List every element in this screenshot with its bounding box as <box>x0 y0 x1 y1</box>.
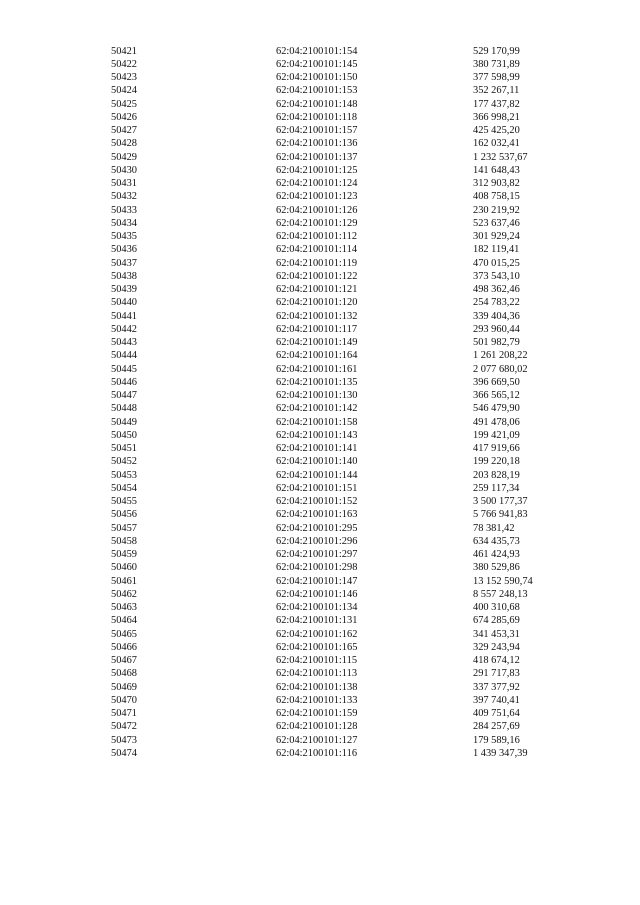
cadastral-number-cell: 62:04:2100101:157 <box>276 125 358 136</box>
table-row <box>0 641 640 654</box>
value-cell: 259 117,34 <box>473 482 520 494</box>
value-cell: 203 828,19 <box>473 469 520 481</box>
table-row <box>0 363 640 376</box>
table-row <box>0 548 640 561</box>
cadastral-number-cell: 62:04:2100101:143 <box>276 429 358 441</box>
value-cell: 284 257,69 <box>473 721 520 733</box>
row-number-cell: 50421 <box>111 45 137 57</box>
value-cell: 380 529,86 <box>473 562 520 574</box>
row-number-cell: 50472 <box>111 721 137 733</box>
cadastral-number-cell: 62:04:2100101:127 <box>276 734 358 746</box>
row-number-cell: 50432 <box>111 191 137 203</box>
value-cell: 78 381,42 <box>473 522 515 534</box>
value-cell: 3 500 177,37 <box>473 496 528 507</box>
row-number-cell: 50439 <box>111 284 137 295</box>
value-cell: 352 267,11 <box>473 85 520 97</box>
table-row <box>0 720 640 733</box>
value-cell: 498 362,46 <box>473 284 520 295</box>
cadastral-number-cell: 62:04:2100101:131 <box>276 615 358 627</box>
table-row <box>0 243 640 256</box>
table-row <box>0 734 640 747</box>
cadastral-number-cell: 62:04:2100101:118 <box>276 111 358 123</box>
cadastral-number-cell: 62:04:2100101:133 <box>276 694 358 706</box>
row-number-cell: 50424 <box>111 85 137 97</box>
cadastral-number-cell: 62:04:2100101:164 <box>276 350 358 362</box>
value-cell: 337 377,92 <box>473 681 520 693</box>
cadastral-number-cell: 62:04:2100101:146 <box>276 588 358 600</box>
cadastral-number-cell: 62:04:2100101:154 <box>276 45 358 57</box>
row-number-cell: 50443 <box>111 337 137 348</box>
value-cell: 8 557 248,13 <box>473 588 528 600</box>
table-row <box>0 270 640 283</box>
value-cell: 408 758,15 <box>473 191 520 203</box>
row-number-cell: 50430 <box>111 164 137 176</box>
table-row <box>0 429 640 442</box>
value-cell: 400 310,68 <box>473 602 520 613</box>
row-number-cell: 50426 <box>111 111 137 123</box>
cadastral-number-cell: 62:04:2100101:152 <box>276 496 358 507</box>
row-number-cell: 50442 <box>111 323 137 335</box>
row-number-cell: 50433 <box>111 204 137 216</box>
table-row <box>0 257 640 270</box>
cadastral-number-cell: 62:04:2100101:136 <box>276 138 358 150</box>
table-row <box>0 535 640 548</box>
table-row <box>0 124 640 137</box>
cadastral-number-cell: 62:04:2100101:147 <box>276 575 358 587</box>
cadastral-number-cell: 62:04:2100101:132 <box>276 310 358 322</box>
cadastral-number-cell: 62:04:2100101:123 <box>276 191 358 203</box>
table-row <box>0 98 640 111</box>
value-cell: 396 669,50 <box>473 376 520 388</box>
table-row <box>0 58 640 71</box>
row-number-cell: 50428 <box>111 138 137 150</box>
cadastral-number-cell: 62:04:2100101:114 <box>276 244 358 256</box>
value-cell: 501 982,79 <box>473 337 520 348</box>
table-row <box>0 336 640 349</box>
cadastral-number-cell: 62:04:2100101:113 <box>276 668 358 680</box>
value-cell: 293 960,44 <box>473 323 520 335</box>
cadastral-number-cell: 62:04:2100101:150 <box>276 72 358 83</box>
row-number-cell: 50458 <box>111 535 137 547</box>
row-number-cell: 50434 <box>111 217 137 229</box>
value-cell: 13 152 590,74 <box>473 575 533 587</box>
value-cell: 523 637,46 <box>473 217 520 229</box>
row-number-cell: 50435 <box>111 231 137 242</box>
table-row <box>0 455 640 468</box>
value-cell: 417 919,66 <box>473 443 520 454</box>
table-row <box>0 84 640 97</box>
row-number-cell: 50467 <box>111 655 137 666</box>
value-cell: 366 565,12 <box>473 390 520 401</box>
cadastral-number-cell: 62:04:2100101:140 <box>276 456 358 468</box>
row-number-cell: 50438 <box>111 270 137 282</box>
value-cell: 380 731,89 <box>473 58 520 70</box>
row-number-cell: 50454 <box>111 482 137 494</box>
row-number-cell: 50456 <box>111 509 137 521</box>
table-row <box>0 402 640 415</box>
cadastral-number-cell: 62:04:2100101:142 <box>276 403 358 415</box>
value-cell: 1 439 347,39 <box>473 747 528 759</box>
table-row <box>0 614 640 627</box>
value-cell: 179 589,16 <box>473 734 520 746</box>
value-cell: 291 717,83 <box>473 668 520 680</box>
value-cell: 461 424,93 <box>473 549 520 560</box>
value-cell: 230 219,92 <box>473 204 520 216</box>
row-number-cell: 50441 <box>111 310 137 322</box>
row-number-cell: 50425 <box>111 98 137 110</box>
cadastral-number-cell: 62:04:2100101:159 <box>276 708 358 719</box>
row-number-cell: 50431 <box>111 178 137 189</box>
table-row <box>0 164 640 177</box>
value-cell: 529 170,99 <box>473 45 520 57</box>
row-number-cell: 50471 <box>111 708 137 719</box>
row-number-cell: 50474 <box>111 747 137 759</box>
cadastral-number-cell: 62:04:2100101:112 <box>276 231 358 242</box>
value-cell: 339 404,36 <box>473 310 520 322</box>
row-number-cell: 50448 <box>111 403 137 415</box>
table-row <box>0 654 640 667</box>
table-row <box>0 575 640 588</box>
cadastral-number-cell: 62:04:2100101:297 <box>276 549 358 560</box>
cadastral-number-cell: 62:04:2100101:126 <box>276 204 358 216</box>
table-row <box>0 482 640 495</box>
value-cell: 1 232 537,67 <box>473 151 528 163</box>
table-row <box>0 694 640 707</box>
value-cell: 546 479,90 <box>473 403 520 415</box>
row-number-cell: 50447 <box>111 390 137 401</box>
cadastral-number-cell: 62:04:2100101:119 <box>276 257 358 269</box>
cadastral-number-cell: 62:04:2100101:135 <box>276 376 358 388</box>
cadastre-table <box>0 45 640 761</box>
table-row <box>0 495 640 508</box>
value-cell: 2 077 680,02 <box>473 363 528 375</box>
row-number-cell: 50464 <box>111 615 137 627</box>
cadastral-number-cell: 62:04:2100101:138 <box>276 681 358 693</box>
cadastral-number-cell: 62:04:2100101:149 <box>276 337 358 348</box>
table-row <box>0 151 640 164</box>
row-number-cell: 50450 <box>111 429 137 441</box>
value-cell: 199 220,18 <box>473 456 520 468</box>
table-row <box>0 561 640 574</box>
cadastral-number-cell: 62:04:2100101:116 <box>276 747 358 759</box>
cadastral-number-cell: 62:04:2100101:122 <box>276 270 358 282</box>
cadastral-number-cell: 62:04:2100101:117 <box>276 323 358 335</box>
value-cell: 366 998,21 <box>473 111 520 123</box>
row-number-cell: 50470 <box>111 694 137 706</box>
row-number-cell: 50466 <box>111 641 137 653</box>
row-number-cell: 50429 <box>111 151 137 163</box>
value-cell: 409 751,64 <box>473 708 520 719</box>
value-cell: 301 929,24 <box>473 231 520 242</box>
row-number-cell: 50444 <box>111 350 137 362</box>
row-number-cell: 50459 <box>111 549 137 560</box>
row-number-cell: 50457 <box>111 522 137 534</box>
cadastral-number-cell: 62:04:2100101:128 <box>276 721 358 733</box>
row-number-cell: 50452 <box>111 456 137 468</box>
cadastral-number-cell: 62:04:2100101:151 <box>276 482 358 494</box>
cadastral-number-cell: 62:04:2100101:134 <box>276 602 358 613</box>
cadastral-number-cell: 62:04:2100101:115 <box>276 655 358 666</box>
value-cell: 182 119,41 <box>473 244 520 256</box>
value-cell: 377 598,99 <box>473 72 520 83</box>
row-number-cell: 50427 <box>111 125 137 136</box>
cadastral-number-cell: 62:04:2100101:161 <box>276 363 358 375</box>
table-row <box>0 376 640 389</box>
cadastral-number-cell: 62:04:2100101:165 <box>276 641 358 653</box>
cadastral-number-cell: 62:04:2100101:148 <box>276 98 358 110</box>
value-cell: 254 783,22 <box>473 297 520 309</box>
cadastral-number-cell: 62:04:2100101:129 <box>276 217 358 229</box>
row-number-cell: 50465 <box>111 628 137 640</box>
table-row <box>0 747 640 760</box>
value-cell: 141 648,43 <box>473 164 520 176</box>
row-number-cell: 50445 <box>111 363 137 375</box>
table-row <box>0 177 640 190</box>
table-row <box>0 71 640 84</box>
cadastral-number-cell: 62:04:2100101:130 <box>276 390 358 401</box>
table-row <box>0 522 640 535</box>
row-number-cell: 50437 <box>111 257 137 269</box>
cadastral-number-cell: 62:04:2100101:137 <box>276 151 358 163</box>
row-number-cell: 50451 <box>111 443 137 454</box>
cadastral-number-cell: 62:04:2100101:124 <box>276 178 358 189</box>
row-number-cell: 50461 <box>111 575 137 587</box>
cadastral-number-cell: 62:04:2100101:162 <box>276 628 358 640</box>
table-row <box>0 230 640 243</box>
table-row <box>0 45 640 58</box>
cadastral-number-cell: 62:04:2100101:145 <box>276 58 358 70</box>
table-row <box>0 508 640 521</box>
value-cell: 177 437,82 <box>473 98 520 110</box>
cadastral-number-cell: 62:04:2100101:125 <box>276 164 358 176</box>
row-number-cell: 50460 <box>111 562 137 574</box>
row-number-cell: 50436 <box>111 244 137 256</box>
value-cell: 418 674,12 <box>473 655 520 666</box>
table-row <box>0 628 640 641</box>
table-row <box>0 442 640 455</box>
value-cell: 491 478,06 <box>473 416 520 428</box>
value-cell: 312 903,82 <box>473 178 520 189</box>
table-row <box>0 111 640 124</box>
cadastral-number-cell: 62:04:2100101:141 <box>276 443 358 454</box>
table-row <box>0 588 640 601</box>
table-row <box>0 389 640 402</box>
table-row <box>0 349 640 362</box>
table-row <box>0 190 640 203</box>
table-row <box>0 283 640 296</box>
value-cell: 341 453,31 <box>473 628 520 640</box>
table-row <box>0 707 640 720</box>
value-cell: 397 740,41 <box>473 694 520 706</box>
cadastral-number-cell: 62:04:2100101:295 <box>276 522 358 534</box>
row-number-cell: 50463 <box>111 602 137 613</box>
table-row <box>0 323 640 336</box>
row-number-cell: 50453 <box>111 469 137 481</box>
row-number-cell: 50449 <box>111 416 137 428</box>
value-cell: 329 243,94 <box>473 641 520 653</box>
value-cell: 674 285,69 <box>473 615 520 627</box>
value-cell: 5 766 941,83 <box>473 509 528 521</box>
cadastral-number-cell: 62:04:2100101:121 <box>276 284 358 295</box>
row-number-cell: 50440 <box>111 297 137 309</box>
row-number-cell: 50423 <box>111 72 137 83</box>
value-cell: 162 032,41 <box>473 138 520 150</box>
cadastral-number-cell: 62:04:2100101:296 <box>276 535 358 547</box>
cadastral-number-cell: 62:04:2100101:298 <box>276 562 358 574</box>
table-row <box>0 681 640 694</box>
row-number-cell: 50473 <box>111 734 137 746</box>
row-number-cell: 50455 <box>111 496 137 507</box>
table-row <box>0 137 640 150</box>
cadastral-number-cell: 62:04:2100101:153 <box>276 85 358 97</box>
value-cell: 470 015,25 <box>473 257 520 269</box>
cadastral-number-cell: 62:04:2100101:120 <box>276 297 358 309</box>
row-number-cell: 50468 <box>111 668 137 680</box>
table-row <box>0 296 640 309</box>
value-cell: 373 543,10 <box>473 270 520 282</box>
table-row <box>0 416 640 429</box>
table-row <box>0 601 640 614</box>
row-number-cell: 50446 <box>111 376 137 388</box>
value-cell: 425 425,20 <box>473 125 520 136</box>
value-cell: 199 421,09 <box>473 429 520 441</box>
table-row <box>0 310 640 323</box>
table-row <box>0 217 640 230</box>
table-row <box>0 667 640 680</box>
row-number-cell: 50462 <box>111 588 137 600</box>
cadastral-number-cell: 62:04:2100101:158 <box>276 416 358 428</box>
table-row <box>0 204 640 217</box>
value-cell: 634 435,73 <box>473 535 520 547</box>
row-number-cell: 50469 <box>111 681 137 693</box>
value-cell: 1 261 208,22 <box>473 350 528 362</box>
cadastral-number-cell: 62:04:2100101:163 <box>276 509 358 521</box>
row-number-cell: 50422 <box>111 58 137 70</box>
cadastral-number-cell: 62:04:2100101:144 <box>276 469 358 481</box>
table-row <box>0 469 640 482</box>
